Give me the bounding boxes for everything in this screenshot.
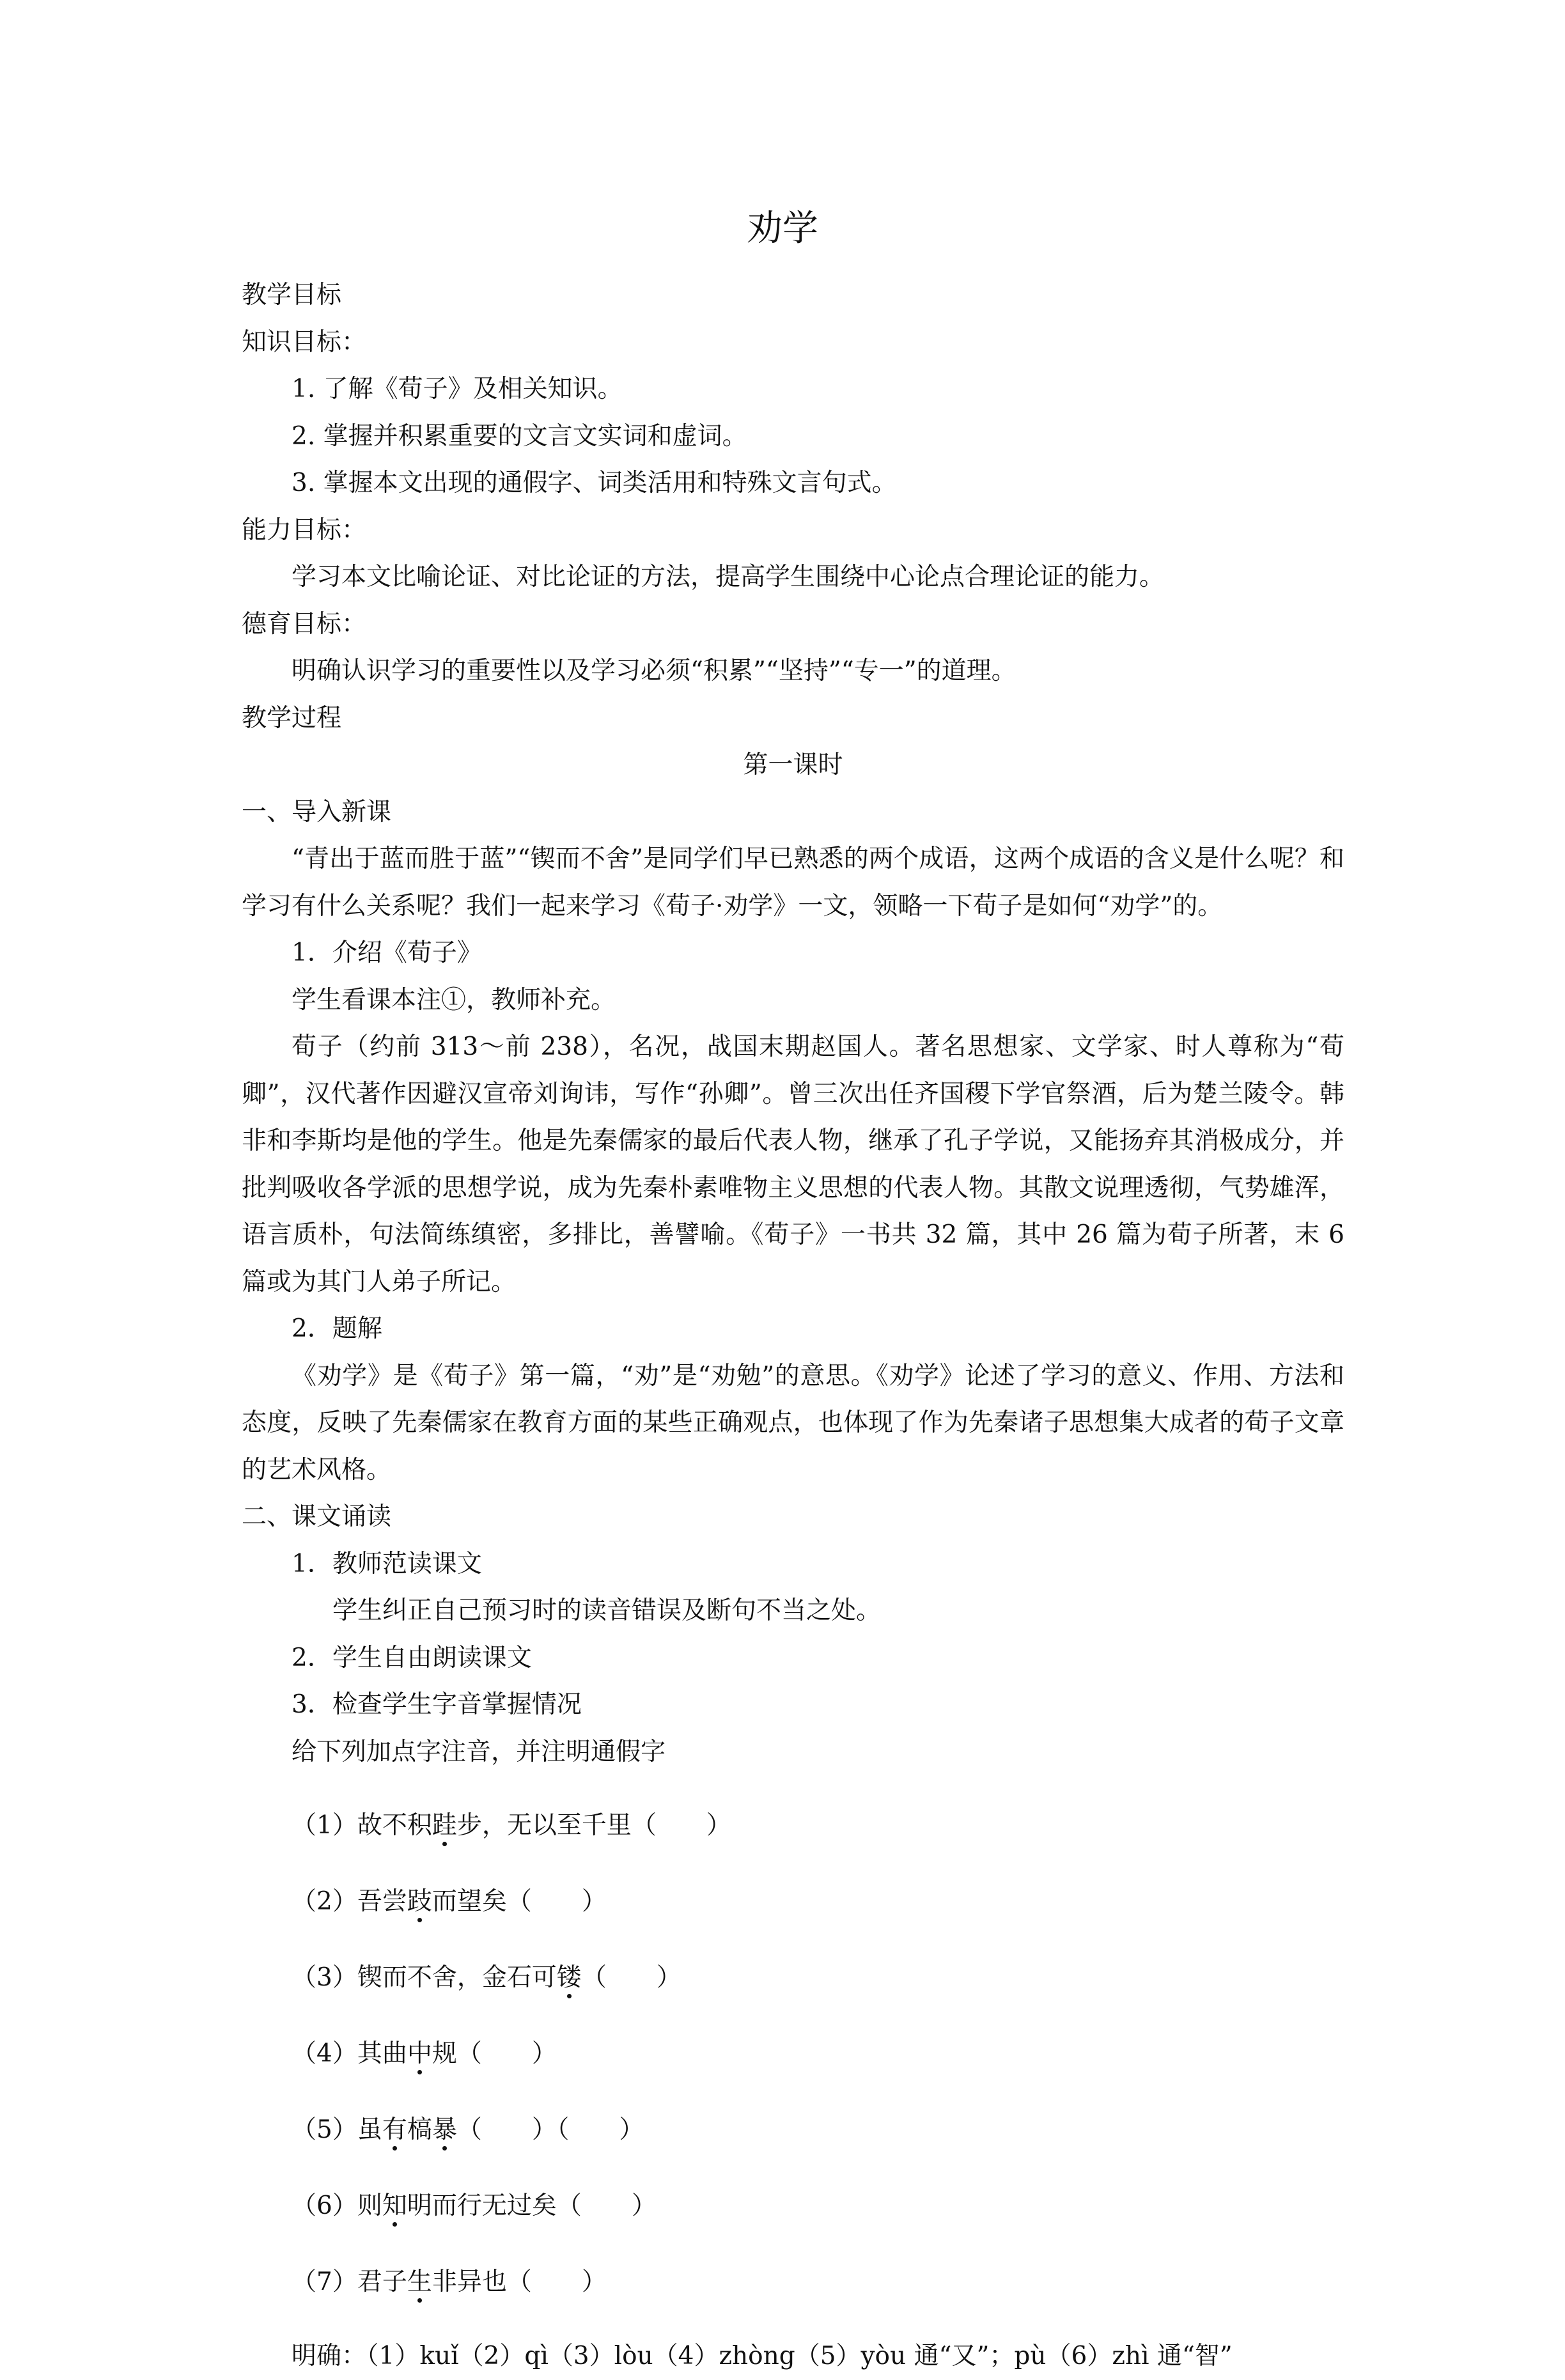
knowledge-item: 3. 掌握本文出现的通假字、词类活用和特殊文言句式。: [292, 469, 897, 497]
knowledge-item: 2. 掌握并积累重要的文言文实词和虚词。: [292, 421, 747, 451]
knowledge-item: 1. 了解《荀子》及相关知识。: [292, 375, 623, 403]
document-body: [242, 272, 1344, 2380]
step2-title: 2．学生自由朗读课文: [292, 1643, 532, 1672]
instruction-text: 给下列加点字注音，并注明通假字: [292, 1737, 666, 1766]
question-item: （1）故不积跬步，无以至千里（ ）: [292, 1811, 731, 1840]
step3-title: 3．检查学生字音掌握情况: [292, 1690, 582, 1719]
xunzi-bio-paragraph: 荀子（约前 313～前 238），名况，战国末期赵国人。著名思想家、文学家、时人尊称为“荀卿”，汉代著作因避汉宣帝刘询讳，写作“孙卿”。曾三次出任齐国稷下学官祭酒，后为楚兰陵令。韩非和李斯均是他的学生。他是先秦儒家的最后代表人物，继承了孔子学说，又能扬弃其消极成分，并批判吸收各学派的思想学说，成为先秦朴素唯物主义思想的代表人物。其散文说理透彻，气势雄浑，语言质朴，句法简练缜密，多排比，善譬喻。《荀子》一书共 32 篇，其中 26 篇为荀子所著，末 6 篇或为其门人弟子所记。: [242, 1032, 1344, 1296]
dotted-char: 有: [382, 2115, 407, 2144]
question-item: （7）君子生非异也（ ）: [292, 2267, 607, 2296]
ability-text: 学习本文比喻论证、对比论证的方法，提高学生围绕中心论点合理论证的能力。: [292, 563, 1165, 591]
question-item: （4）其曲中规（ ）: [292, 2039, 557, 2068]
section1-heading: 一、导入新课: [242, 797, 392, 827]
dotted-char: 跂: [407, 1887, 432, 1916]
step1-title: 1．教师范读课文: [292, 1549, 482, 1578]
page-title: 劝学: [747, 208, 818, 249]
step1-note: 学生纠正自己预习时的读音错误及断句不当之处。: [332, 1596, 882, 1625]
answer-text: 明确：（1）kuǐ（2）qì（3）lòu（4）zhòng（5）yòu 通“又”；pù（6）zhì 通“智”: [292, 2342, 1233, 2370]
dotted-char: 暴: [432, 2115, 457, 2144]
question-item: （3）锲而不舍，金石可镂（ ）: [292, 1963, 681, 1992]
sub1-title: 1．介绍《荀子》: [292, 938, 482, 967]
dotted-char: 知: [382, 2191, 407, 2220]
lesson-label: 第一课时: [743, 751, 843, 779]
process-heading: 教学过程: [242, 703, 342, 733]
section2-heading: 二、课文诵读: [242, 1502, 392, 1531]
question-item: （6）则知明而行无过矣（ ）: [292, 2191, 657, 2220]
ability-heading: 能力目标：: [242, 515, 367, 545]
moral-heading: 德育目标：: [242, 609, 367, 639]
moral-text: 明确认识学习的重要性以及学习必须“积累”“坚持”“专一”的道理。: [292, 657, 1016, 685]
title-explanation-paragraph: 《劝学》是《荀子》第一篇，“劝”是“劝勉”的意思。《劝学》论述了学习的意义、作用、方法和态度，反映了先秦儒家在教育方面的某些正确观点，也体现了作为先秦诸子思想集大成者的荀子文章的艺术风格。: [242, 1361, 1344, 1484]
goals-heading: 教学目标: [242, 281, 342, 309]
question-item: （5）虽有槁暴（ ）（ ）: [292, 2115, 644, 2144]
dotted-char: 中: [407, 2039, 432, 2068]
sub1-note: 学生看课本注①，教师补充。: [292, 985, 616, 1015]
dotted-char: 镂: [556, 1963, 582, 1992]
intro-paragraph: “青出于蓝而胜于蓝”“锲而不舍”是同学们早已熟悉的两个成语，这两个成语的含义是什么呢？和学习有什么关系呢？我们一起来学习《荀子·劝学》一文，领略一下荀子是如何“劝学”的。: [242, 844, 1344, 921]
question-item: （2）吾尝跂而望矣（ ）: [292, 1887, 607, 1916]
dotted-char: 生: [407, 2267, 432, 2296]
sub2-title: 2．题解: [292, 1314, 382, 1343]
dotted-char: 跬: [432, 1811, 457, 1840]
knowledge-heading: 知识目标：: [242, 327, 367, 357]
